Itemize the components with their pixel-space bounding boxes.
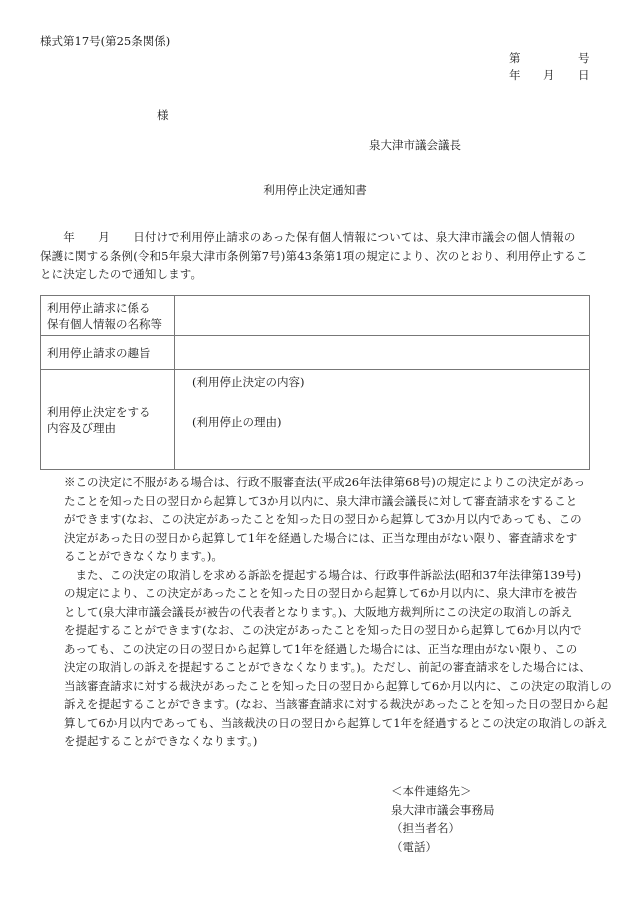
intro-line: とに決定したので通知します。 xyxy=(40,267,203,281)
remarks-line: 算して6か月以内であっても、当該裁決の日の翌日から起算して1年を経過するとこの決定の取消しの訴え xyxy=(64,715,608,730)
addressee: 様 xyxy=(157,108,169,122)
label-line: 利用停止決定をする xyxy=(47,404,151,419)
remarks-line: の規定により、この決定があったことを知った日の翌日から起算して6か月以内に、泉大津市を被告 xyxy=(64,586,578,600)
row-label xyxy=(41,370,175,470)
remarks-line: ※この決定に不服がある場合は、行政不服審査法(平成26年法律第68号)の規定によりこの決定があっ xyxy=(64,475,586,489)
decision-content-label: (利用停止決定の内容) xyxy=(192,375,305,389)
remarks-line: を提起することができなくなります。) xyxy=(64,734,258,748)
date-month: 月 xyxy=(543,68,555,82)
sender: 泉大津市議会議長 xyxy=(369,138,461,152)
remarks-line: 訴えを提起することができます。(なお、当該審査請求に対する裁決があったことを知った日の翌日から起 xyxy=(64,697,608,711)
remarks-line: また、この決定の取消しを求める訴訟を提起する場合は、行政事件訴訟法(昭和37年法律第139号) xyxy=(64,567,582,582)
label-line: 利用停止請求に係る xyxy=(47,300,151,315)
remarks-line: たことを知った日の翌日から起算して3か月以内に、泉大津市議会議長に対して審査請求をすること xyxy=(64,493,578,508)
row-label xyxy=(41,336,175,370)
notice-table xyxy=(40,295,590,470)
label-line: 利用停止請求の趣旨 xyxy=(47,345,151,360)
table-row xyxy=(41,370,590,470)
intro-line: 保護に関する条例(令和5年泉大津市条例第7号)第43条第1項の規定により、次のとおり、利用停止するこ xyxy=(40,248,588,263)
remarks-line: 決定があった日の翌日から起算して1年を経過した場合には、正当な理由がない限り、審査請求をす xyxy=(64,530,578,545)
row-value-info-name[interactable] xyxy=(175,296,590,336)
remarks-line: ることができなくなります。)。 xyxy=(64,549,223,563)
row-value-request-purpose[interactable] xyxy=(175,336,590,370)
date-year: 年 xyxy=(509,68,521,82)
remarks-line: 決定の取消しの訴えを提起することができなくなります。)。ただし、前記の審査請求をした場合には、 xyxy=(64,660,591,674)
table-row xyxy=(41,296,590,336)
contact-phone: （電話） xyxy=(391,839,437,854)
contact-person: （担当者名） xyxy=(391,821,460,835)
remarks-line: を提起することができます(なお、この決定があったことを知った日の翌日から起算して6か月以内で xyxy=(64,623,582,637)
decision-reason-label: (利用停止の理由) xyxy=(192,415,282,429)
document-title: 利用停止決定通知書 xyxy=(263,183,367,197)
remarks-paragraph xyxy=(64,473,612,751)
remarks-line: ができます(なお、この決定があったことを知った日の翌日から起算して3か月以内であっても、この xyxy=(64,512,582,526)
label-line: 内容及び理由 xyxy=(47,420,116,435)
label-line: 保有個人情報の名称等 xyxy=(47,316,162,331)
form-number: 様式第17号(第25条関係) xyxy=(40,34,171,48)
contact-block xyxy=(391,782,495,856)
intro-paragraph xyxy=(40,228,592,284)
date-day: 日 xyxy=(578,68,590,82)
ref-no-suffix: 号 xyxy=(578,51,590,65)
remarks-line: 当該審査請求に対する裁決があったことを知った日の翌日から起算して6か月以内に、この決定の取消しの xyxy=(64,678,612,693)
remarks-line: として(泉大津市議会議長が被告の代表者となります。)、大阪地方裁判所にこの決定の取消しの訴え xyxy=(64,604,573,619)
ref-no-prefix: 第 xyxy=(509,51,521,65)
contact-heading: ＜本件連絡先＞ xyxy=(391,784,472,798)
table-row xyxy=(41,336,590,370)
contact-office: 泉大津市議会事務局 xyxy=(391,802,495,817)
row-label xyxy=(41,296,175,336)
remarks-line: あっても、この決定の日の翌日から起算して1年を経過した場合には、正当な理由がない限り、この xyxy=(64,641,578,656)
intro-line: 年 月 日付けで利用停止請求のあった保有個人情報については、泉大津市議会の個人情報の xyxy=(40,230,576,244)
